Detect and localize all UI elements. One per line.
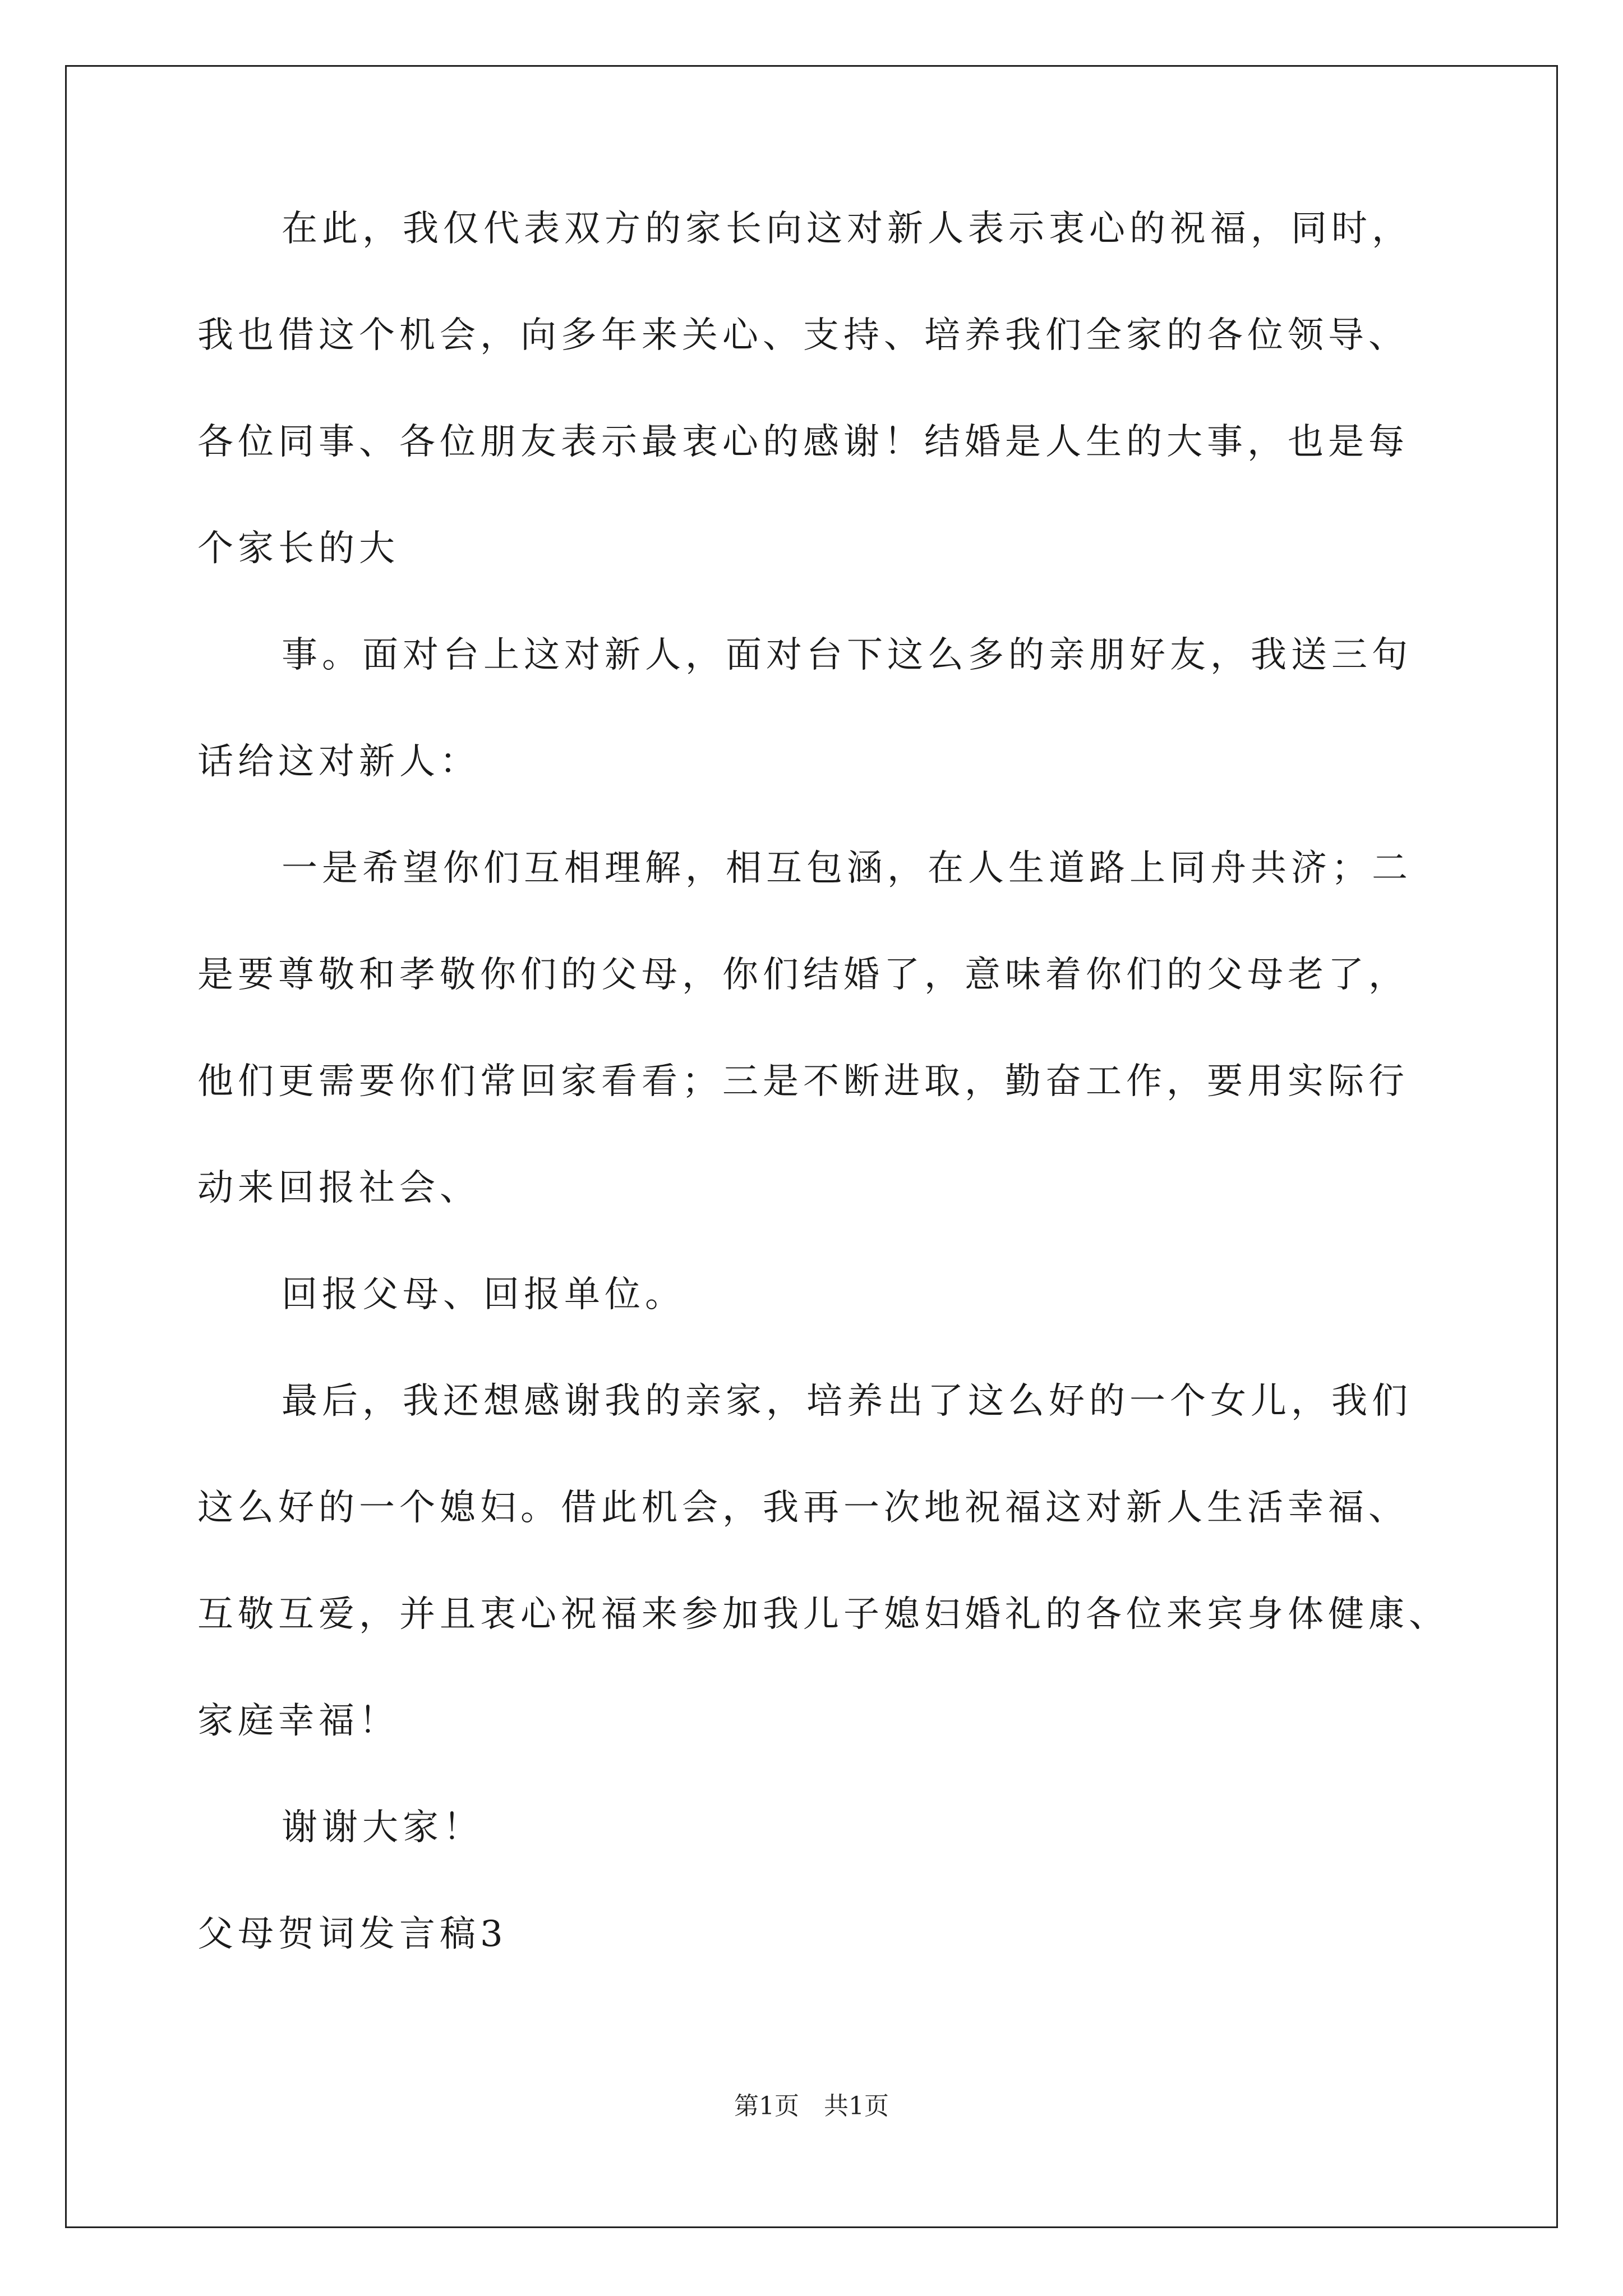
paragraph-line: 各位同事、各位朋友表示最衷心的感谢！结婚是人生的大事，也是每	[197, 421, 1409, 463]
paragraph-line: 是要尊敬和孝敬你们的父母，你们结婚了，意味着你们的父母老了，	[197, 954, 1409, 996]
page-number: 第1页 共1页	[734, 2092, 889, 2120]
paragraph-line: 话给这对新人：	[197, 741, 480, 783]
paragraph-line: 事。面对台上这对新人，面对台下这么多的亲朋好友，我送三句	[282, 634, 1412, 676]
paragraph-line: 家庭幸福！	[197, 1700, 399, 1742]
paragraph-line: 互敬互爱，并且衷心祝福来参加我儿子媳妇婚礼的各位来宾身体健康、	[197, 1594, 1449, 1635]
paragraph-line: 个家长的大	[197, 528, 399, 569]
paragraph-line: 他们更需要你们常回家看看；三是不断进取，勤奋工作，要用实际行	[197, 1061, 1409, 1102]
paragraph-line: 最后，我还想感谢我的亲家，培养出了这么好的一个女儿，我们	[282, 1381, 1412, 1422]
paragraph-line: 一是希望你们互相理解，相互包涵，在人生道路上同舟共济；二	[282, 848, 1412, 889]
paragraph-line: 回报父母、回报单位。	[282, 1274, 685, 1315]
section-heading: 父母贺词发言稿3	[197, 1913, 508, 1955]
paragraph-line: 动来回报社会、	[197, 1167, 480, 1209]
paragraph-line: 这么好的一个媳妇。借此机会，我再一次地祝福这对新人生活幸福、	[197, 1487, 1409, 1529]
paragraph-line: 谢谢大家！	[282, 1807, 483, 1848]
document-body	[197, 202, 1448, 1961]
paragraph-line: 我也借这个机会，向多年来关心、支持、培养我们全家的各位领导、	[197, 315, 1409, 356]
paragraph-line: 在此，我仅代表双方的家长向这对新人表示衷心的祝福，同时，	[282, 208, 1412, 250]
